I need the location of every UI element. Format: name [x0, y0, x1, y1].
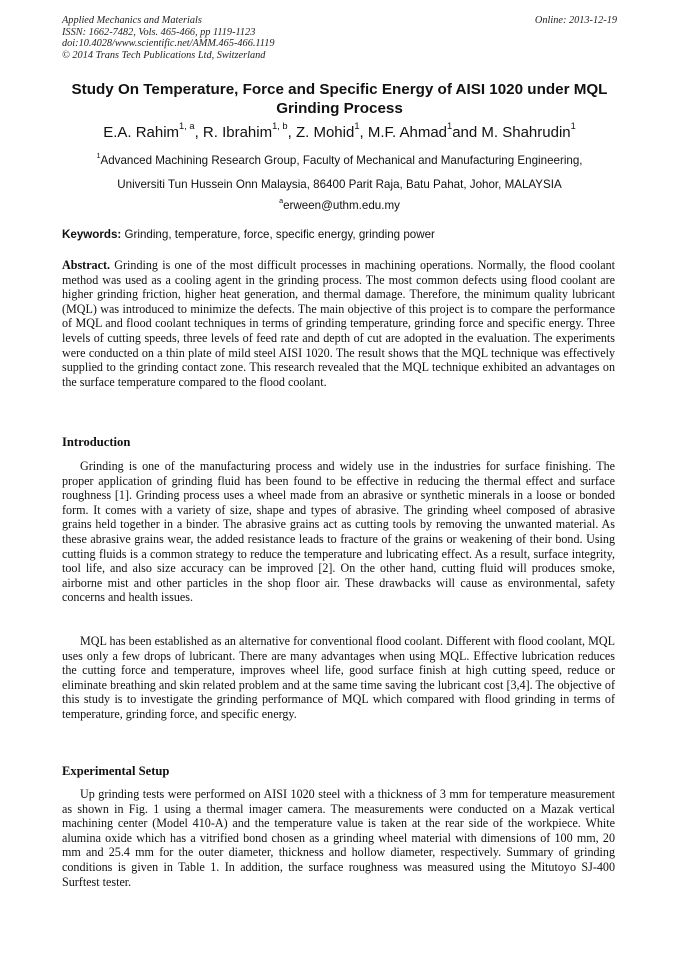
issn-line: ISSN: 1662-7482, Vols. 465-466, pp 1119-1123 [62, 26, 256, 38]
keywords-text: Grinding, temperature, force, specific energy, grinding power [121, 228, 435, 241]
author-list [62, 121, 617, 142]
abstract [62, 258, 615, 389]
email-address: erween@uthm.edu.my [283, 199, 400, 212]
journal-name: Applied Mechanics and Materials [62, 15, 202, 26]
author-affiliation-mark: 1, b [272, 121, 288, 132]
paper-title: Study On Temperature, Force and Specific Energy of AISI 1020 under MQL Grinding Process [71, 81, 608, 117]
author-affiliation-mark: 1, a [179, 121, 195, 132]
abstract-text: Grinding is one of the most difficult processes in machining operations. Normally, the flood coolant method was used as a cooling agent in the grinding process. The most common defects using flood coolant are higher grinding friction, higher heat generation, and thermal damage. Therefore, the minimum quality lubricant (MQL) was introduced to minimize the defects. The main objective of this project is to compare the performance of MQL and flood coolant techniques in terms of grinding temperature, grinding force and specific energy. Three levels of cutting speeds, three levels of feed rate and depth of cut are adopted in the evaluation. The experiments were conducted on a thin plate of mild steel AISI 1020. The result shows that the MQL technique was effectively supplied to the grinding contact zone. This research revealed that the MQL technique exhibited an advantages on the surface temperature compared to the flood coolant. [62, 258, 615, 389]
author-affiliation-mark: 1 [354, 121, 360, 132]
author-name: R. Ibrahim [202, 124, 273, 141]
abstract-label: Abstract. [62, 258, 111, 272]
copyright-line: © 2014 Trans Tech Publications Ltd, Switzerland [62, 49, 266, 61]
section-heading-experimental-setup: Experimental Setup [62, 764, 170, 778]
author-separator: , [359, 124, 368, 141]
affiliation [62, 149, 617, 197]
affiliation-line-1: $^1$Advanced Machining Research Group, Faculty of Mechanical and Manufacturing Engineering, [96, 150, 583, 167]
keywords [62, 228, 617, 242]
introduction-paragraph-1: Grinding is one of the manufacturing process and widely use in the industries for surface finishing. The proper application of grinding fluid has been found to be effective in reducing the thermal effect and surface roughness [1]. Grinding process uses a wheel made from an abrasive or synthetic minerals in a loose or bonded form. It comes with a variety of size, shape and types of abrasive. The grinding wheel composed of abrasive grains held together in a binder. The abrasive grains act as cutting tools by removing the unwanted material. As these abrasive grains wear, the added resistance leads to fracture of the grains or weakening of their bond. Using cutting fluids is a common strategy to reduce the temperature and lubricating effect. As a result, surface integrity, tool life, and also size accuracy can be improved [2]. On the other hand, cutting fluid will produces smoke, airborne mist and other particles in the shop floor air. These drawbacks will cause as environmental, safety concerns and health issues. [62, 459, 615, 605]
author-name: Z. Mohid [295, 124, 355, 141]
keywords-label: Keywords: [62, 228, 122, 241]
author-separator: , [287, 124, 296, 141]
experimental-paragraph-1: Up grinding tests were performed on AISI 1020 steel with a thickness of 3 mm for temperature measurement as shown in Fig. 1 using a thermal imager camera. The measurements were conducted on a Mazak vertical machining center (Model 410-A) and the temperature value is taken at the rear side of the workpiece. White alumina oxide which has a vitrified bond chosen as a grinding wheel material with dimensions of 100 mm, 20 mm and 25.4 mm for the outer diameter, thickness and hollow diameter, respectively. Summary of grinding conditions is given in Table 1. In addition, the surface roughness was measured using the Mitutoyo SJ-400 Surftest tester. [62, 787, 615, 889]
author-affiliation-mark: 1 [570, 121, 576, 132]
email-mark: a [279, 195, 284, 205]
author-name: E.A. Rahim [103, 124, 180, 141]
affiliation-mark: 1 [96, 150, 101, 160]
section-heading-introduction: Introduction [62, 435, 131, 449]
introduction-paragraph-2: MQL has been established as an alternative for conventional flood coolant. Different with flood coolant, MQL uses only a few drops of lubricant. There are many advantages when using MQL. Effective lubrication reduces the cutting force and temperature, improves wheel life, good surface finish at high cutting speed, reduce or eliminate breathing and skin related problem and at the same time saving the lubricant cost [3,4]. The objective of this study is to investigate the grinding performance of MQL which compared with flood grinding in terms of temperature, grinding force, and specific energy. [62, 634, 615, 721]
corresponding-email [62, 195, 617, 213]
affiliation-line-2: Universiti Tun Hussein Onn Malaysia, 86400 Parit Raja, Batu Pahat, Johor, MALAYSIA [117, 178, 562, 191]
online-date: Online: 2013-12-19 [534, 15, 617, 26]
author-affiliation-mark: 1 [447, 121, 453, 132]
author-name: M.F. Ahmad [367, 124, 448, 141]
author-name: M. Shahrudin [481, 124, 571, 141]
author-separator: , [194, 124, 203, 141]
author-separator: and [452, 124, 482, 141]
journal-header [62, 15, 617, 61]
doi-line: doi:10.4028/www.scientific.net/AMM.465-466.1119 [62, 38, 275, 50]
